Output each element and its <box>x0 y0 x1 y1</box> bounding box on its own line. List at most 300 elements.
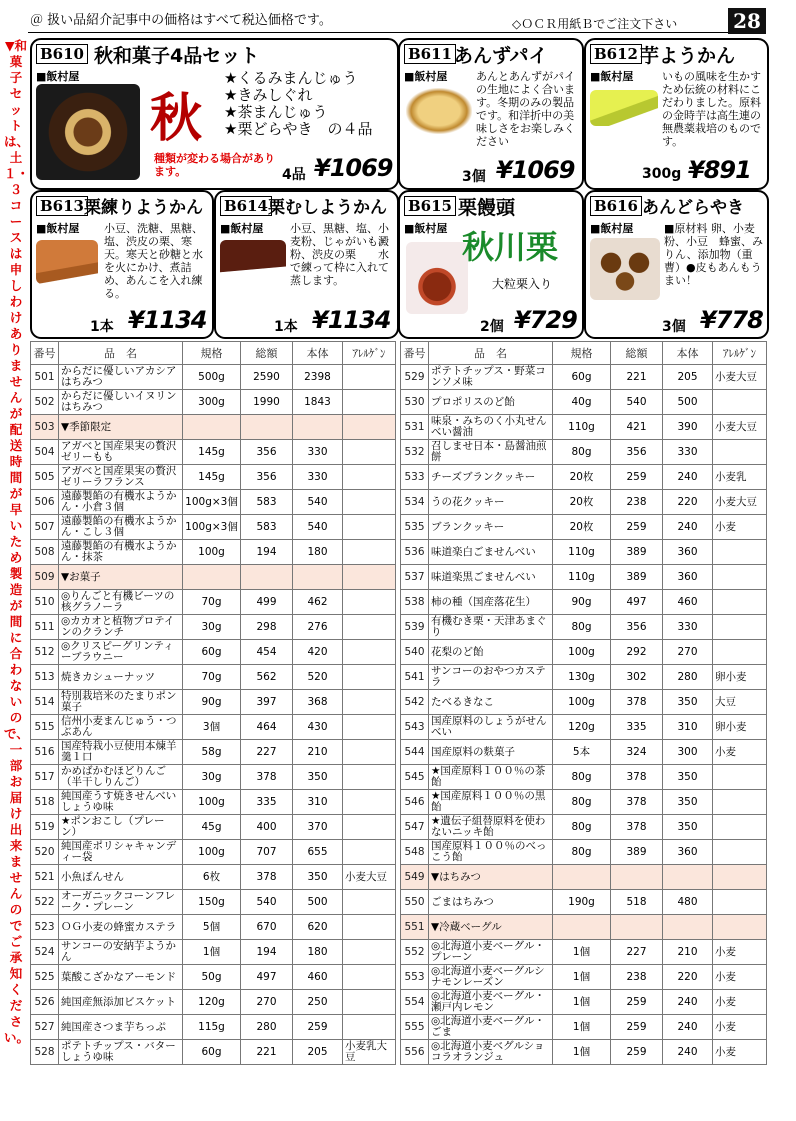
item-base-price: 460 <box>293 965 343 990</box>
item-number: 539 <box>401 615 429 640</box>
item-total-price: 497 <box>241 965 293 990</box>
product-price: ¥1134 <box>312 306 391 334</box>
apricot-pie-photo <box>406 88 472 134</box>
item-size: 1個 <box>553 1015 611 1040</box>
item-number: 556 <box>401 1040 429 1065</box>
item-name: 召しませ日本・島醤油煎餅 <box>429 440 553 465</box>
item-number: 512 <box>31 640 59 665</box>
item-allergen <box>343 490 396 515</box>
section-row <box>31 415 396 440</box>
item-size: 100g <box>553 640 611 665</box>
table-row <box>31 1015 396 1040</box>
item-number: 515 <box>31 715 59 740</box>
item-base-price: 460 <box>663 590 713 615</box>
item-base-price: 330 <box>663 615 713 640</box>
item-total-price: 259 <box>611 1015 663 1040</box>
table-row <box>31 1040 396 1065</box>
item-total-price: 259 <box>611 1040 663 1065</box>
product-name: 栗饅頭 <box>458 197 516 219</box>
item-name: 信州小麦まんじゅう・つぶあん <box>59 715 183 740</box>
item-size: 30g <box>183 615 241 640</box>
table-row <box>401 415 767 440</box>
item-base-price: 430 <box>293 715 343 740</box>
item-name: ポテトチップス・野菜コンソメ味 <box>429 365 553 390</box>
product-qty: 1本 <box>274 319 298 335</box>
item-allergen <box>713 640 767 665</box>
item-base-price: 310 <box>293 790 343 815</box>
header-total-price: 総額 <box>611 342 663 365</box>
item-name: ブランクッキー <box>429 515 553 540</box>
product-name: あんずパイ <box>454 45 548 67</box>
item-allergen: 卵小麦 <box>713 665 767 690</box>
item-name: ▼はちみつ <box>429 865 553 890</box>
item-total-price: 259 <box>611 515 663 540</box>
item-size: 70g <box>183 590 241 615</box>
product-card-b610 <box>30 38 399 190</box>
item-name: 遠藤製餡の有機水ようかん・小倉３個 <box>59 490 183 515</box>
item-total-price: 259 <box>611 465 663 490</box>
item-size: 5本 <box>553 740 611 765</box>
table-row <box>31 865 396 890</box>
product-table-left <box>30 341 396 1065</box>
item-base-price: 300 <box>663 740 713 765</box>
item-allergen <box>343 515 396 540</box>
table-row <box>31 365 396 390</box>
item-base-price: 360 <box>663 840 713 865</box>
item-total-price: 454 <box>241 640 293 665</box>
item-base-price: 210 <box>293 740 343 765</box>
table-row <box>401 515 767 540</box>
item-total-price: 518 <box>611 890 663 915</box>
item-total-price: 335 <box>241 790 293 815</box>
product-code: B611 <box>404 44 456 64</box>
item-allergen <box>713 840 767 865</box>
item-size: 60g <box>183 640 241 665</box>
item-number: 555 <box>401 1015 429 1040</box>
item-allergen: 大豆 <box>713 690 767 715</box>
table-row <box>401 465 767 490</box>
item-total-price: 389 <box>611 565 663 590</box>
item-name: ◎りんごと有機ビーツの核グラノーラ <box>59 590 183 615</box>
item-base-price: 270 <box>663 640 713 665</box>
item-number: 523 <box>31 915 59 940</box>
item-base-price <box>293 565 343 590</box>
item-size: 115g <box>183 1015 241 1040</box>
item-number: 505 <box>31 465 59 490</box>
item-number: 503 <box>31 415 59 440</box>
large-chestnut-note: 大粒栗入り <box>492 277 553 291</box>
item-total-price: 464 <box>241 715 293 740</box>
item-number: 524 <box>31 940 59 965</box>
item-size: 5個 <box>183 915 241 940</box>
item-allergen <box>343 815 396 840</box>
item-allergen <box>713 915 767 940</box>
item-total-price: 707 <box>241 840 293 865</box>
item-total-price: 298 <box>241 615 293 640</box>
product-name: 芋ようかん <box>640 45 736 67</box>
item-base-price: 259 <box>293 1015 343 1040</box>
product-price: ¥1069 <box>314 154 393 182</box>
item-base-price: 250 <box>293 990 343 1015</box>
item-total-price: 227 <box>611 940 663 965</box>
item-number: 513 <box>31 665 59 690</box>
item-base-price: 360 <box>663 540 713 565</box>
item-number: 510 <box>31 590 59 615</box>
table-row <box>31 990 396 1015</box>
product-card-b613 <box>30 190 214 339</box>
item-allergen <box>343 665 396 690</box>
item-allergen: 小麦大豆 <box>713 490 767 515</box>
item-number: 528 <box>31 1040 59 1065</box>
item-total-price: 259 <box>611 990 663 1015</box>
item-name: 有機むき栗・天津あまぐり <box>429 615 553 640</box>
item-base-price: 520 <box>293 665 343 690</box>
dorayaki-photo <box>590 238 660 300</box>
order-note: ◇ＯＣＲ用紙Ｂでご注文下さい <box>512 17 678 31</box>
item-number: 529 <box>401 365 429 390</box>
item-allergen <box>343 590 396 615</box>
item-total-price: 356 <box>611 440 663 465</box>
item-number: 504 <box>31 440 59 465</box>
product-qty: 300g <box>642 166 682 182</box>
item-base-price: 330 <box>663 440 713 465</box>
item-total-price: 227 <box>241 740 293 765</box>
item-total-price: 378 <box>611 690 663 715</box>
item-size: 120g <box>553 715 611 740</box>
section-row <box>401 865 767 890</box>
item-base-price: 240 <box>663 1040 713 1065</box>
table-row <box>401 1015 767 1040</box>
item-base-price: 655 <box>293 840 343 865</box>
table-row <box>31 540 396 565</box>
item-name: ▼お菓子 <box>59 565 183 590</box>
item-base-price: 360 <box>663 565 713 590</box>
item-size: 150g <box>183 890 241 915</box>
item-number: 540 <box>401 640 429 665</box>
table-row <box>31 615 396 640</box>
item-name: 国産特栽小豆使用本煉羊羹１口 <box>59 740 183 765</box>
item-total-price: 378 <box>611 765 663 790</box>
product-qty: 1本 <box>90 319 114 335</box>
table-row <box>401 490 767 515</box>
item-number: 517 <box>31 765 59 790</box>
item-allergen <box>343 965 396 990</box>
item-base-price: 330 <box>293 465 343 490</box>
item-name: ＯＧ小麦の蜂蜜カステラ <box>59 915 183 940</box>
item-size <box>183 565 241 590</box>
header-number: 番号 <box>401 342 429 365</box>
item-allergen <box>343 790 396 815</box>
item-allergen <box>343 565 396 590</box>
product-code: B612 <box>590 44 642 64</box>
item-allergen <box>343 765 396 790</box>
product-name: あんどらやき <box>642 198 744 218</box>
item-allergen: 小麦 <box>713 1040 767 1065</box>
item: ★きみしぐれ <box>224 86 313 104</box>
product-name: 栗むしようかん <box>268 198 387 218</box>
item: ★くるみまんじゅう <box>224 69 358 87</box>
item-allergen: 小麦大豆 <box>713 365 767 390</box>
product-name: 栗練りようかん <box>84 198 203 218</box>
item-allergen <box>343 640 396 665</box>
item-size: 1個 <box>553 1040 611 1065</box>
product-code: B614 <box>220 196 272 216</box>
item-size: 300g <box>183 390 241 415</box>
product-qty: 2個 <box>480 319 504 335</box>
table-row <box>401 590 767 615</box>
item-size: 120g <box>183 990 241 1015</box>
item-name: サンコーのおやつカステラ <box>429 665 553 690</box>
product-card-b611 <box>398 38 584 190</box>
item-number: 516 <box>31 740 59 765</box>
table-header <box>31 342 396 365</box>
item-name: 柿の種（国産落花生） <box>429 590 553 615</box>
item-name: チーズブランクッキー <box>429 465 553 490</box>
item-number: 547 <box>401 815 429 840</box>
item-base-price: 310 <box>663 715 713 740</box>
item-total-price: 292 <box>611 640 663 665</box>
item-name: ★ポンおこし（プレーン） <box>59 815 183 840</box>
item-name: 純国産無添加ビスケット <box>59 990 183 1015</box>
item-size: 20枚 <box>553 465 611 490</box>
item-allergen <box>713 615 767 640</box>
table-row <box>31 890 396 915</box>
item-allergen <box>343 890 396 915</box>
item-size: 20枚 <box>553 490 611 515</box>
item-number: 548 <box>401 840 429 865</box>
item-total-price: 583 <box>241 490 293 515</box>
item-base-price: 480 <box>663 890 713 915</box>
table-row <box>31 740 396 765</box>
table-row <box>31 465 396 490</box>
item-base-price: 205 <box>293 1040 343 1065</box>
table-row <box>401 640 767 665</box>
item-number: 526 <box>31 990 59 1015</box>
item-allergen <box>713 790 767 815</box>
item-base-price: 220 <box>663 965 713 990</box>
item-number: 542 <box>401 690 429 715</box>
item-number: 544 <box>401 740 429 765</box>
item-base-price: 330 <box>293 440 343 465</box>
item-name: ◎カカオと植物プロテインのクランチ <box>59 615 183 640</box>
item-base-price: 540 <box>293 515 343 540</box>
item-name: 遠藤製餡の有機水ようかん・抹茶 <box>59 540 183 565</box>
item-name: ◎北海道小麦ベーグル・プレーン <box>429 940 553 965</box>
item-number: 549 <box>401 865 429 890</box>
item-base-price: 180 <box>293 940 343 965</box>
table-row <box>31 715 396 740</box>
maker-label: ■飯村屋 <box>404 222 448 235</box>
table-row <box>31 440 396 465</box>
item-total-price: 499 <box>241 590 293 615</box>
item-number: 552 <box>401 940 429 965</box>
item-allergen <box>713 440 767 465</box>
item-size: 20枚 <box>553 515 611 540</box>
table-row <box>401 1040 767 1065</box>
item-allergen <box>713 890 767 915</box>
item-base-price: 462 <box>293 590 343 615</box>
item-base-price: 240 <box>663 990 713 1015</box>
chestnut-yokan-photo <box>36 240 98 284</box>
item-size: 1個 <box>553 965 611 990</box>
item-size: 50g <box>183 965 241 990</box>
item-total-price: 238 <box>611 965 663 990</box>
item-total-price: 302 <box>611 665 663 690</box>
table-row <box>401 540 767 565</box>
item-base-price: 240 <box>663 1015 713 1040</box>
item-size: 190g <box>553 890 611 915</box>
item-number: 527 <box>31 1015 59 1040</box>
product-qty: 3個 <box>662 319 686 335</box>
item-size: 80g <box>553 615 611 640</box>
item-size: 90g <box>183 690 241 715</box>
item-number: 536 <box>401 540 429 565</box>
item-total-price: 389 <box>611 840 663 865</box>
item-name: ごまはちみつ <box>429 890 553 915</box>
item-name: うの花クッキー <box>429 490 553 515</box>
item-name: サンコーの安納芋ようかん <box>59 940 183 965</box>
side-note: ▼和菓子セットは、土１・３コースは申しわけありませんが配送時間が早いため製造が間に合わないので、一部お届け出来ませんのでご承知ください。 <box>4 38 30 1045</box>
item-name: ▼季節限定 <box>59 415 183 440</box>
item-allergen <box>343 715 396 740</box>
item-total-price: 378 <box>241 865 293 890</box>
section-row <box>401 915 767 940</box>
item-name: 味泉・みちのく小丸せんべい醤油 <box>429 415 553 440</box>
table-row <box>31 765 396 790</box>
table-row <box>401 740 767 765</box>
product-table-right <box>400 341 767 1065</box>
item-allergen <box>713 540 767 565</box>
item-allergen <box>713 815 767 840</box>
item-name: ポテトチップス・バターしょうゆ味 <box>59 1040 183 1065</box>
item-total-price: 540 <box>241 890 293 915</box>
item-total-price: 194 <box>241 940 293 965</box>
product-description: いもの風味を生かすため伝統の材料にこだわりました。原料の金時芋は高生連の無農薬栽培のものです。 <box>662 70 761 148</box>
maker-label: ■飯村屋 <box>590 222 634 235</box>
item-total-price <box>241 565 293 590</box>
item-allergen <box>713 865 767 890</box>
item-name: 国産原料のしょうがせんべい <box>429 715 553 740</box>
item-size: 80g <box>553 840 611 865</box>
table-row <box>401 615 767 640</box>
item-allergen: 小麦大豆 <box>343 865 396 890</box>
item-size: 80g <box>553 765 611 790</box>
item-size: 1個 <box>183 940 241 965</box>
item-name: たべるきなこ <box>429 690 553 715</box>
header-allergen: ｱﾚﾙｹﾞﾝ <box>713 342 767 365</box>
item-number: 534 <box>401 490 429 515</box>
item-total-price: 280 <box>241 1015 293 1040</box>
product-card-b612 <box>584 38 769 190</box>
table-row <box>401 365 767 390</box>
item-total-price: 378 <box>241 765 293 790</box>
item-base-price: 180 <box>293 540 343 565</box>
item-allergen: 小麦 <box>713 990 767 1015</box>
item-size: 500g <box>183 365 241 390</box>
item-name: 純国産ポリシャキャンディー袋 <box>59 840 183 865</box>
table-row <box>31 590 396 615</box>
item-number: 553 <box>401 965 429 990</box>
item-name: 小魚ぽんせん <box>59 865 183 890</box>
item-name: ▼冷蔵ベーグル <box>429 915 553 940</box>
item-name: アガベと国産果実の贅沢ゼリーラフランス <box>59 465 183 490</box>
item-base-price: 500 <box>293 890 343 915</box>
item-allergen <box>343 915 396 940</box>
product-description: 小豆、黒糖、塩、小麦粉、じゃがいも澱粉、渋皮の栗 水で練って枠に入れて蒸します。 <box>290 222 389 287</box>
product-name: 秋和菓子4品セット <box>94 45 260 67</box>
item-allergen: 小麦 <box>713 1015 767 1040</box>
item-number: 531 <box>401 415 429 440</box>
item-name: 国産原料１００％のべっこう飴 <box>429 840 553 865</box>
item-total-price: 1990 <box>241 390 293 415</box>
product-card-b614 <box>214 190 399 339</box>
item-base-price: 240 <box>663 465 713 490</box>
item-allergen <box>343 740 396 765</box>
item-number: 541 <box>401 665 429 690</box>
item-allergen: 小麦乳 <box>713 465 767 490</box>
item-total-price: 378 <box>611 790 663 815</box>
item-size <box>553 865 611 890</box>
item-number: 514 <box>31 690 59 715</box>
item-allergen: 小麦大豆 <box>713 415 767 440</box>
item-number: 511 <box>31 615 59 640</box>
item-allergen <box>343 365 396 390</box>
item-allergen <box>713 590 767 615</box>
item-size: 40g <box>553 390 611 415</box>
item-size: 100g <box>183 840 241 865</box>
item-base-price: 350 <box>663 690 713 715</box>
item-total-price: 421 <box>611 415 663 440</box>
table-row <box>401 990 767 1015</box>
item-allergen <box>343 615 396 640</box>
item-size <box>183 415 241 440</box>
item-allergen <box>343 440 396 465</box>
item-size <box>553 915 611 940</box>
steamed-yokan-photo <box>220 240 286 280</box>
item-allergen <box>713 765 767 790</box>
item-number: 532 <box>401 440 429 465</box>
product-code: B616 <box>590 196 642 216</box>
item-base-price: 540 <box>293 490 343 515</box>
header-allergen: ｱﾚﾙｹﾞﾝ <box>343 342 396 365</box>
item-total-price: 270 <box>241 990 293 1015</box>
item-number: 551 <box>401 915 429 940</box>
item-number: 519 <box>31 815 59 840</box>
item: ★栗どらやき の４品 <box>224 120 373 138</box>
table-row <box>401 965 767 990</box>
item-number: 521 <box>31 865 59 890</box>
header-size: 規格 <box>183 342 241 365</box>
header-base-price: 本体 <box>293 342 343 365</box>
item-name: ◎北海道小麦ベーグルシナモンレーズン <box>429 965 553 990</box>
item-name: ◎クリスピーグリンティーブラウニー <box>59 640 183 665</box>
item-total-price: 356 <box>241 465 293 490</box>
item-base-price: 240 <box>663 515 713 540</box>
item-size: 60g <box>183 1040 241 1065</box>
item-total-price: 389 <box>611 540 663 565</box>
item-name: ◎北海道小麦ベーグル・瀬戸内レモン <box>429 990 553 1015</box>
item-base-price: 350 <box>293 865 343 890</box>
item-allergen: 小麦乳大豆 <box>343 1040 396 1065</box>
product-description: ■原材料 卵、小麦粉、小豆 蜂蜜、みりん、添加物（重曹）●皮もあんもうまい！ <box>664 222 763 287</box>
table-row <box>31 640 396 665</box>
item-number: 502 <box>31 390 59 415</box>
item-name: プロポリスのど飴 <box>429 390 553 415</box>
item-allergen <box>343 390 396 415</box>
item-name: 遠藤製餡の有機水ようかん・こし３個 <box>59 515 183 540</box>
item-total-price: 2590 <box>241 365 293 390</box>
product-price: ¥891 <box>688 156 751 184</box>
